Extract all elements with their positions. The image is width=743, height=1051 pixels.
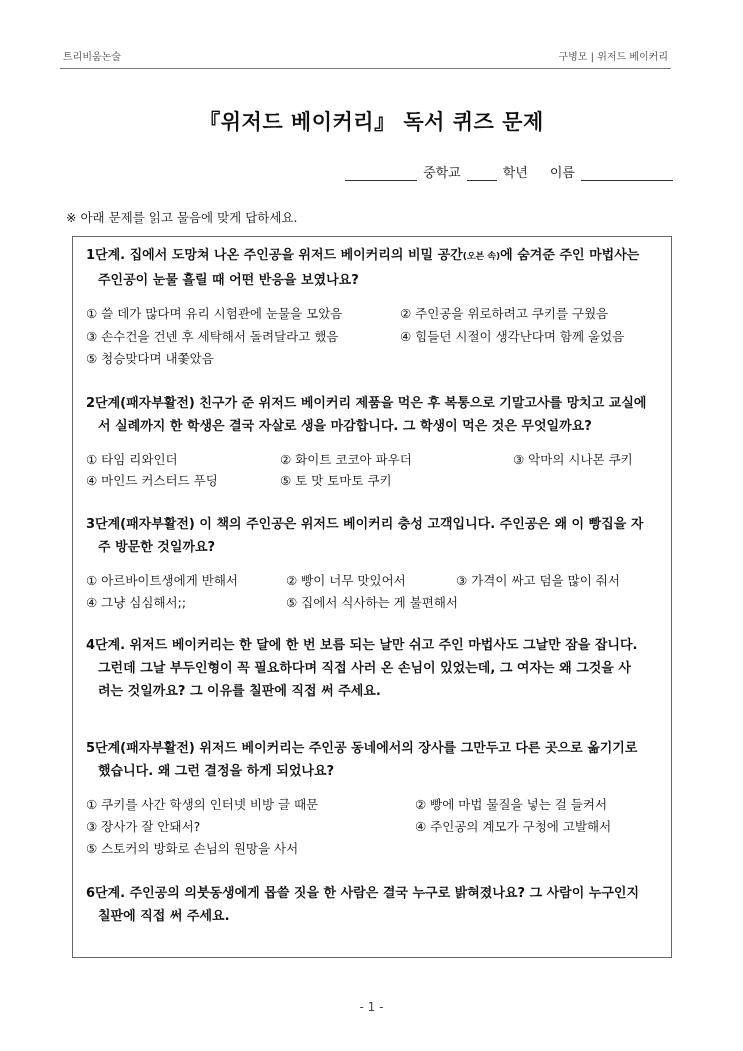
q3-option-1: ① 아르바이트생에게 반해서 [86,573,238,588]
page-title: 『위저드 베이커리』 독서 퀴즈 문제 [199,110,544,134]
question-2-line1: 2단계(패자부활전) 친구가 준 위저드 베이커리 제품을 먹은 후 복통으로 기말고사를 망치고 교실에 [86,396,647,411]
question-6 [86,882,666,928]
page-number: - 1 - [359,1000,384,1014]
q3-option-4: ④ 그냥 심심해서;; [86,595,187,610]
q3-option-5: ⑤ 집에서 식사하는 게 불편해서 [286,595,459,610]
grade-blank[interactable] [467,166,497,181]
question-1-line1: 1단계. 집에서 도망쳐 나온 주인공을 위저드 베이커리의 비밀 공간(오븐 속)에 숨겨준 주인 마법사는 [86,248,640,263]
q2-option-1: ① 타임 리와인더 [86,452,178,467]
name-blank[interactable] [581,166,673,181]
header-divider [60,68,671,69]
question-4 [86,634,666,703]
q2-option-2: ② 화이트 코코아 파우더 [280,452,412,467]
student-info [345,162,673,181]
question-6-line1: 6단계. 주인공의 의붓동생에게 몹쓸 짓을 한 사람은 결국 누구로 밝혀졌나요? 그 사람이 누구인지 [86,886,640,901]
question-4-line2: 그런데 그날 부두인형이 꼭 필요하다며 직접 사러 온 손님이 있었는데, 그 여자는 왜 그것을 사 [98,661,631,676]
school-label: 중학교 [423,166,461,181]
header-right: 구병모 | 위저드 베이커리 [558,52,668,63]
q1-option-4: ④ 힘들던 시절이 생각난다며 함께 울었음 [400,329,625,344]
question-4-line1: 4단계. 위저드 베이커리는 한 달에 한 번 보름 되는 날만 쉬고 주인 마법사도 그날만 잠을 잡니다. [86,638,638,653]
q5-option-3: ③ 장사가 잘 안돼서? [86,819,201,834]
q5-option-2: ② 빵에 마법 물질을 넣는 걸 들켜서 [415,797,608,812]
q5-option-5: ⑤ 스토커의 방화로 손님의 원망을 사서 [86,841,299,856]
question-1 [86,244,666,292]
header-left: 트리비움논술 [63,52,121,63]
grade-label: 학년 [502,166,528,181]
question-5-line2: 했습니다. 왜 그런 결정을 하게 되었나요? [98,764,335,779]
q2-option-5: ⑤ 토 맛 토마토 쿠키 [280,473,392,488]
q1-option-1: ① 쓸 데가 많다며 유리 시험관에 눈물을 모았음 [86,306,343,321]
q2-option-4: ④ 마인드 커스터드 푸딩 [86,473,218,488]
q2-option-3: ③ 악마의 시나몬 쿠키 [513,452,633,467]
q1-option-3: ③ 손수건을 건넨 후 세탁해서 돌려달라고 했음 [86,329,339,344]
name-label: 이름 [549,166,575,181]
question-1-line2: 주인공이 눈물 흘릴 때 어떤 반응을 보였나요? [98,273,359,288]
question-5-line1: 5단계(패자부활전) 위저드 베이커리는 주인공 동네에서의 장사를 그만두고 다른 곳으로 옮기기로 [86,741,638,756]
q5-option-1: ① 쿠키를 사간 학생의 인터넷 비방 글 때문 [86,797,319,812]
instructions: ※ 아래 문제를 읽고 물음에 맞게 답하세요. [66,210,298,225]
q3-option-3: ③ 가격이 싸고 덤을 많이 줘서 [456,573,620,588]
question-3 [86,513,666,559]
question-3-line2: 주 방문한 것일까요? [98,540,216,555]
q1-option-5: ⑤ 청승맞다며 내쫓았음 [86,351,214,366]
q1-option-2: ② 주인공을 위로하려고 쿠키를 구웠음 [400,306,609,321]
question-6-line2: 칠판에 직접 써 주세요. [98,909,230,924]
q5-option-4: ④ 주인공의 계모가 구청에 고발해서 [415,819,612,834]
question-4-line3: 려는 것일까요? 그 이유를 칠판에 직접 써 주세요. [98,684,381,699]
question-2-line2: 서 실례까지 한 학생은 결국 자살로 생을 마감합니다. 그 학생이 먹은 것은 무엇일까요? [98,419,592,434]
q3-option-2: ② 빵이 너무 맛있어서 [286,573,406,588]
school-blank[interactable] [345,166,417,181]
question-3-line1: 3단계(패자부활전) 이 책의 주인공은 위저드 베이커리 충성 고객입니다. 주인공은 왜 이 빵집을 자 [86,517,644,532]
question-5 [86,737,666,783]
question-2 [86,392,666,438]
